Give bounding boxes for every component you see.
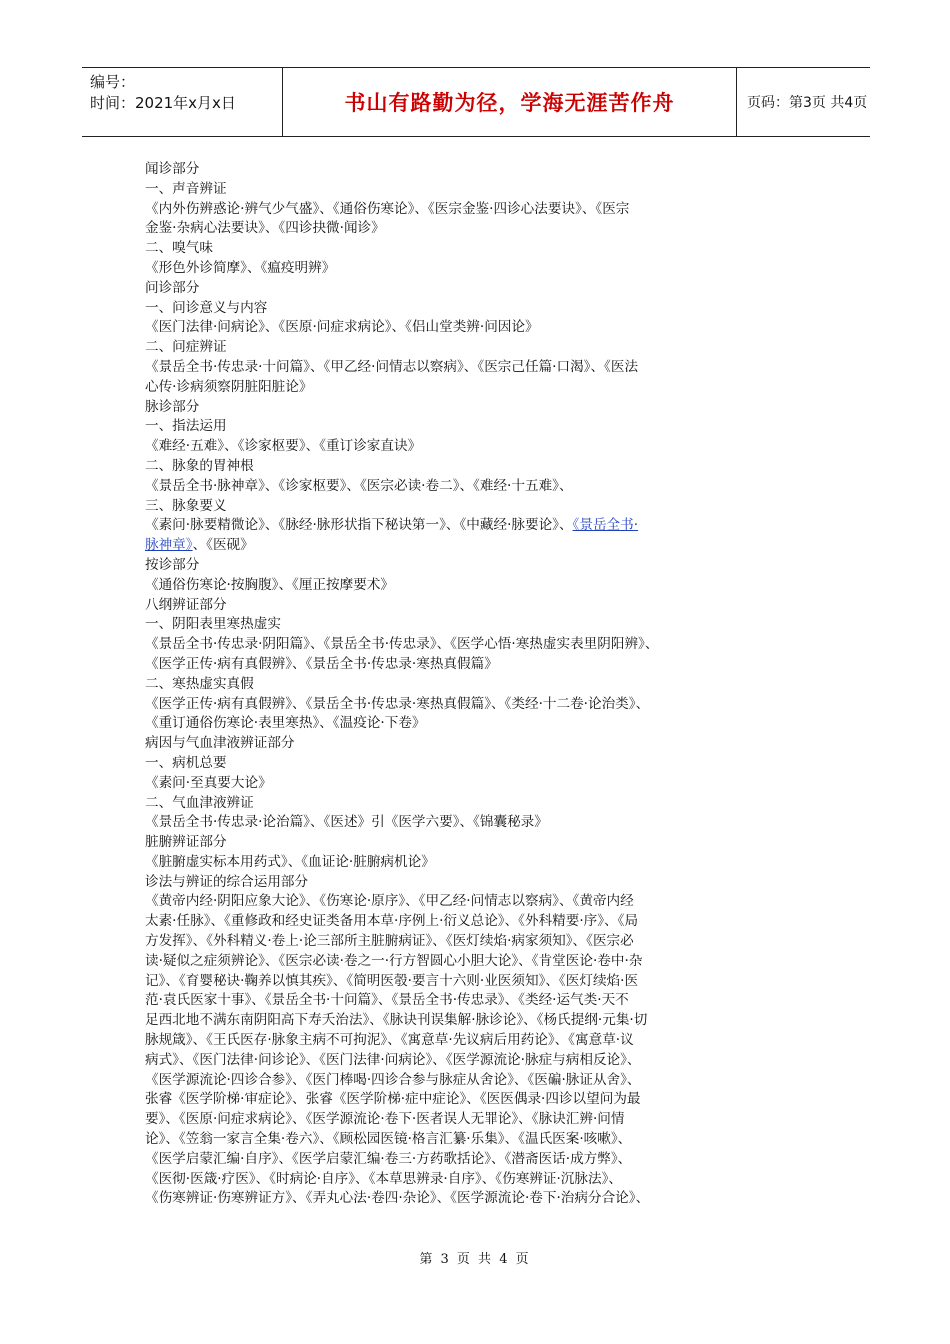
jingyue-link-part1[interactable]: 《景岳全书· (572, 517, 639, 534)
text-line: 《素问·至真要大论》 (145, 774, 272, 791)
section-heading: 八纲辨证部分 (145, 596, 227, 613)
text-line: 《通俗伤寒论·按胸腹》、《厘正按摩要术》 (145, 576, 395, 593)
text-line-with-link (145, 536, 820, 556)
subsection-heading: 一、指法运用 (145, 418, 227, 435)
text-line: 《重订通俗伤寒论·表里寒热》、《温疫论·下卷》 (145, 715, 426, 732)
section-heading: 脉诊部分 (145, 398, 200, 415)
text-line: 《景岳全书·传忠录·阴阳篇》、《景岳全书·传忠录》、《医学心悟·寒热虚实表里阴阳辨》、 (145, 636, 659, 653)
text-line: 《形色外诊简摩》、《瘟疫明辨》 (145, 259, 336, 276)
text-line: 《伤寒辨证·伤寒辨证方》、《弄丸心法·卷四·杂论》、《医学源流论·卷下·治病分合论》、 (145, 1190, 650, 1207)
page-header (82, 67, 870, 137)
text-line: 张睿《医学阶梯·审症论》、张睿《医学阶梯·症中症论》、《医医偶录·四诊以望问为最 (145, 1091, 641, 1108)
text-line: 太素·任脉》、《重修政和经史证类备用本草·序例上·衍义总论》、《外科精要·序》、《局 (145, 913, 639, 930)
text-line: 脉规箴》、《王氏医存·脉象主病不可拘泥》、《寓意草·先议病后用药论》、《寓意草·议 (145, 1032, 634, 1049)
subsection-heading: 三、脉象要义 (145, 497, 227, 514)
text-line: 方发挥》、《外科精义·卷上·论三部所主脏腑病证》、《医灯续焰·病家须知》、《医宗必 (145, 933, 634, 950)
text-line: 病式》、《医门法律·问诊论》、《医门法律·问病论》、《医学源流论·脉症与病相反论》、 (145, 1051, 641, 1068)
subsection-heading: 二、脉象的胃神根 (145, 457, 254, 474)
text-line: 心传·诊病须察阴脏阳脏论》 (145, 378, 313, 395)
text-line: 《医彻·医箴·疗医》、《时病论·自序》、《本草思辨录·自序》、《伤寒辨证·沉脉法》、 (145, 1170, 622, 1187)
text-line: 《景岳全书·脉神章》、《诊家枢要》、《医宗必读·卷二》、《难经·十五难》、 (145, 477, 573, 494)
subsection-heading: 二、气血津液辨证 (145, 794, 254, 811)
text-line: 《景岳全书·传忠录·十问篇》、《甲乙经·问情志以察病》、《医宗己任篇·口渴》、《医法 (145, 358, 639, 375)
header-left-cell (82, 68, 282, 136)
text-segment: 《素问·脉要精微论》、《脉经·脉形状指下秘诀第一》、《中藏经·脉要论》、 (145, 517, 573, 534)
subsection-heading: 二、问症辨证 (145, 339, 227, 356)
text-line: 金鉴·杂病心法要诀》、《四诊抉微·闻诊》 (145, 220, 385, 237)
text-line: 《景岳全书·传忠录·论治篇》、《医述》引《医学六要》、《锦囊秘录》 (145, 814, 548, 831)
header-motto: 书山有路勤为径，学海无涯苦作舟 (282, 68, 737, 136)
document-number-label: 编号： (90, 73, 136, 91)
section-heading: 脏腑辨证部分 (145, 834, 227, 851)
subsection-heading: 一、问诊意义与内容 (145, 299, 268, 316)
subsection-heading: 一、声音辨证 (145, 180, 227, 197)
section-heading: 病因与气血津液辨证部分 (145, 735, 295, 752)
text-line: 《医学启蒙汇编·自序》、《医学启蒙汇编·卷三·方药歌括论》、《潜斋医话·成方弊》、 (145, 1150, 632, 1167)
section-heading: 诊法与辨证的综合运用部分 (145, 873, 309, 890)
header-page-number: 页码：第3页 共4页 (747, 95, 868, 111)
text-line: 《内外伤辨惑论·辨气少气盛》、《通俗伤寒论》、《医宗金鉴·四诊心法要诀》、《医宗 (145, 200, 630, 217)
text-segment: 、《医砚》 (192, 537, 254, 554)
section-heading: 闻诊部分 (145, 161, 200, 177)
page-footer: 第 3 页 共 4 页 (419, 1252, 531, 1267)
text-line: 记》、《育婴秘诀·鞠养以慎其疾》、《简明医彀·要言十六则·业医须知》、《医灯续焰·医 (145, 972, 639, 989)
text-line: 《医学正传·病有真假辨》、《景岳全书·传忠录·寒热真假篇》、《类经·十二卷·论治类》、 (145, 695, 650, 712)
text-line: 《医学源流论·四诊合参》、《医门棒喝·四诊合参与脉症从舍论》、《医碥·脉证从舍》、 (145, 1071, 641, 1088)
document-body (145, 160, 820, 1209)
text-line: 范·袁氏医家十事》、《景岳全书·十问篇》、《景岳全书·传忠录》、《类经·运气类·天不 (145, 992, 629, 1009)
text-line: 《难经·五难》、《诊家枢要》、《重订诊家直诀》 (145, 438, 422, 455)
text-line: 论》、《笠翁一家言全集·卷六》、《顾松园医镜·格言汇纂·乐集》、《温氏医案·咳嗽》、 (145, 1131, 632, 1148)
text-line: 要》、《医原·问症求病论》、《医学源流论·卷下·医者误人无罪论》、《脉诀汇辨·问情 (145, 1111, 625, 1128)
text-line: 《医学正传·病有真假辨》、《景岳全书·传忠录·寒热真假篇》 (145, 655, 498, 672)
text-line: 足西北地不满东南阴阳高下寿夭治法》、《脉诀刊误集解·脉诊论》、《杨氏提纲·元集·切 (145, 1012, 648, 1029)
text-line: 《黄帝内经·阴阳应象大论》、《伤寒论·原序》、《甲乙经·问情志以察病》、《黄帝内经 (145, 893, 634, 910)
subsection-heading: 二、寒热虚实真假 (145, 675, 254, 692)
text-line-with-link (145, 516, 820, 536)
subsection-heading: 一、病机总要 (145, 754, 227, 771)
subsection-heading: 一、阴阳表里寒热虚实 (145, 616, 281, 633)
jingyue-link-part2[interactable]: 脉神章》 (145, 537, 193, 554)
subsection-heading: 二、嗅气味 (145, 240, 213, 257)
text-line: 《医门法律·问病论》、《医原·问症求病论》、《侣山堂类辨·问因论》 (145, 319, 539, 336)
document-date: 时间：2021年x月x日 (90, 94, 236, 112)
text-line: 《脏腑虚实标本用药式》、《血证论·脏腑病机论》 (145, 853, 435, 870)
text-line: 读·疑似之症须辨论》、《医宗必读·卷之一·行方智圆心小胆大论》、《肯堂医论·卷中·杂 (145, 952, 643, 969)
section-heading: 问诊部分 (145, 279, 200, 296)
section-heading: 按诊部分 (145, 556, 200, 573)
